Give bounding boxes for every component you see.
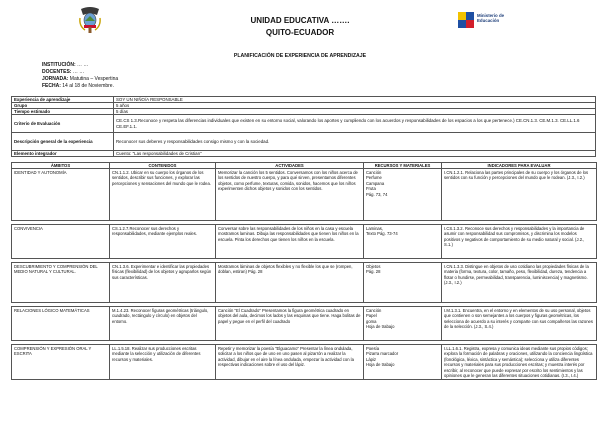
- jornada-line: [42, 76, 118, 83]
- table-row: [12, 345, 597, 380]
- cell-recursos: Poesía Pizarra marcador Lápiz Hoja de trabajo: [364, 345, 442, 380]
- meta-value: 5 días: [114, 109, 596, 115]
- header-actividades: ACTIVIDADES: [216, 163, 364, 169]
- cell-recursos: Objetos Pág. 28: [364, 263, 442, 303]
- table-row: [12, 263, 597, 303]
- meta-value: 5 años: [114, 103, 596, 109]
- cell-contenidos: CN.1.1.2. Ubicar en su cuerpo los órganos de los sentidos, describir sus funciones, y explorar las percepciones y sensaciones del mundo que le rodea.: [110, 169, 216, 221]
- meta-row-criterio: [12, 115, 596, 133]
- table-row: [12, 169, 597, 221]
- meta-key: Experiencia de aprendizaje: [12, 97, 114, 103]
- cell-indicadores: I.CN.1.3.3. Distingue en objetos de uso cotidiano las propiedades físicas de la materia (forma, textura, color, tamaño, peso, flexibilidad, dureza, tendencia a flotar o hundirse, permeabilidad, transparencia, luminiscencia) y magnetismo. (J.3., I.2.): [442, 263, 597, 303]
- cell-indicadores: I.M.1.3.1. Encuentra, en el entorno y en elementos de su uso personal, objetos que contienen o son semejantes a los cuerpos y figuras geométricas, los selecciona de acuerdo a su interés y comparte con sus compañeros las razones de la selección. (J.3., S.4.): [442, 307, 597, 341]
- docentes-line: [42, 69, 118, 76]
- cell-contenidos: LL.1.5.18. Realizar sus producciones escritas mediante la selección y utilización de diferentes recursos y materiales.: [110, 345, 216, 380]
- meta-key: Tiempo estimado: [12, 109, 114, 115]
- fecha-label: FECHA:: [42, 83, 61, 89]
- school-name: UNIDAD EDUCATIVA …….: [250, 16, 350, 25]
- meta-key: Descripción general de la experiencia: [12, 133, 114, 151]
- institucion-label: INSTITUCIÓN:: [42, 62, 76, 68]
- jornada-value: Matutina – Vespertina: [68, 76, 119, 82]
- table-row: [12, 307, 597, 341]
- meta-row-descripcion: [12, 133, 596, 151]
- cell-actividades: Canción "El Cuadrado" Presentamos la figura geométrica cuadrado en objetos del aula, decimos los lados y las esquinas que tiene. Haga bolitas de papel y pegue en el perfil del cuadrado: [216, 307, 364, 341]
- cell-ambito: CONVIVENCIA: [12, 225, 110, 259]
- header-recursos: RECURSOS Y MATERIALES: [364, 163, 442, 169]
- meta-key: Elemento integrador: [12, 151, 114, 157]
- school-city: QUITO-ECUADOR: [265, 28, 335, 37]
- docentes-label: DOCENTES:: [42, 69, 72, 75]
- header-indicadores: INDICADORES PARA EVALUAR: [442, 163, 597, 169]
- meta-key: Criterio de Evaluación: [12, 115, 114, 133]
- ministry-logo-text: Ministerio de Educación: [477, 13, 505, 23]
- cell-actividades: Memorizar la canción los 5 sentidos. Conversamos con los niños acerca de los sentidos de nuestro cuerpo, y para qué sirven, presentamos diferentes objetos, como perfume, texturas, comida, sonidos, hacemos que los niños experimenten dichos objetos y sonidos con los sentidos.: [216, 169, 364, 221]
- header-contenidos: CONTENIDOS: [110, 163, 216, 169]
- cell-contenidos: CS.1.2.7.Reconocer sus derechos y responsabilidades, mediante ejemplos reales.: [110, 225, 216, 259]
- cell-indicadores: I.CS.1.3.2. Reconoce sus derechos y responsabilidades y la importancia de asumir con responsabilidad sus compromisos, y discrimina los modelos positivos y negativos de comportamiento de su medio natural y social. (J.2., S.1.): [442, 225, 597, 259]
- cell-contenidos: M.1.4.23. Reconocer figuras geométricas (triángulo, cuadrado, rectángulo y círculo) en objetos del entorno.: [110, 307, 216, 341]
- meta-table: [11, 96, 596, 157]
- cell-ambito: COMPRENSIÓN Y EXPRESIÓN ORAL Y ESCRITA: [12, 345, 110, 380]
- cell-indicadores: I.LL.1.6.1. Registra, expresa y comunica ideas mediante sus propios códigos; explora la formación de palabras y oraciones, utilizando la conciencia lingüística (fonológica, léxica, sintáctica y semántica); selecciona y utiliza diferentes recursos y materiales para sus producciones escritas; y muestra interés por escribir, al reconocer que puede expresar por escrito los sentimientos y las opiniones que le generan las diferentes situaciones cotidianas. (I.3., I.4.): [442, 345, 597, 380]
- cell-indicadores: I.CN.1.2.1. Relaciona las partes principales de su cuerpo y los órganos de los sentidos con su función y percepciones del mundo que le rodean. (J.3., I.2.): [442, 169, 597, 221]
- cell-ambito: DESCUBRIMIENTO Y COMPRENSIÓN DEL MEDIO NATURAL Y CULTURAL.: [12, 263, 110, 303]
- institucion-value: … …: [75, 62, 89, 68]
- cell-actividades: Mostramos láminas de objetos flexibles y no flexible los que se (rompen, doblan, estiran) Pág. 28: [216, 263, 364, 303]
- meta-value: CE.CS 1.3.Reconoce y respeta las diferencias individuales que existen en su entorno social, valorando los aportes y cumpliendo con los acuerdos y responsabilidades de los espacios a los que pertenece.) CE.CN.1.3. CE.M.1.3. CE.LL.1.6 CE.EF.1.1.: [114, 115, 596, 133]
- table-row: [12, 225, 597, 259]
- activities-table: [11, 162, 597, 380]
- header-ambitos: ÁMBITOS: [12, 163, 110, 169]
- fecha-line: [42, 83, 118, 90]
- ministry-logo: [458, 10, 528, 32]
- meta-value: Reconocer sus deberes y responsabilidades consigo mismo y con la sociedad.: [114, 133, 596, 151]
- page-header: [0, 0, 600, 62]
- cell-recursos: Laminas, Texto Pág. 73-74: [364, 225, 442, 259]
- cell-ambito: RELACIONES LÓGICO MATEMÁTICAS: [12, 307, 110, 341]
- cell-actividades: Conversar sobre las responsabilidades de los niños en la casa y escuela mostramos laminas. Dibuja las responsabilidades que tienen los niños en la escuela. Pinta los derechos que tienen los niños en la escuela.: [216, 225, 364, 259]
- meta-value: Cuento: "Las responsabilidades de Cristian": [114, 151, 596, 157]
- meta-value: SOY UN NIÑO/A RESPONSABLE: [114, 97, 596, 103]
- cell-actividades: Repetir y memorizar la poesía "Elguacamo" Presentar la línea ondulada, solicitar a los niños que de uno en uno pasen al pizarrón a realizar la actividad, dibujar en el aire la línea ondulada, empezar la actividad con la respectivas indicaciones sobre el uso del lápiz.: [216, 345, 364, 380]
- meta-row-elemento: [12, 151, 596, 157]
- jornada-label: JORNADA:: [42, 76, 69, 82]
- meta-key: Grupo: [12, 103, 114, 109]
- cell-contenidos: CN.1.3.6. Experimentar e identificar las propiedades físicas (flexibilidad) de los objetos y agruparlos según sus características.: [110, 263, 216, 303]
- fecha-value: 14 al 18 de Noviembre.: [60, 83, 114, 89]
- docentes-value: … …: [71, 69, 85, 75]
- institucion-line: [42, 62, 118, 69]
- cell-recursos: Canción Papel goma Hoja de trabajo: [364, 307, 442, 341]
- cell-recursos: Canción Perfume Campana Fruta Pág. 73, 74: [364, 169, 442, 221]
- plan-title: PLANIFICACIÓN DE EXPERIENCIA DE APRENDIZAJE: [233, 53, 367, 59]
- ministry-emblem-icon: [458, 12, 474, 28]
- info-block: [42, 62, 118, 90]
- cell-ambito: IDENTIDAD Y AUTONOMÍA: [12, 169, 110, 221]
